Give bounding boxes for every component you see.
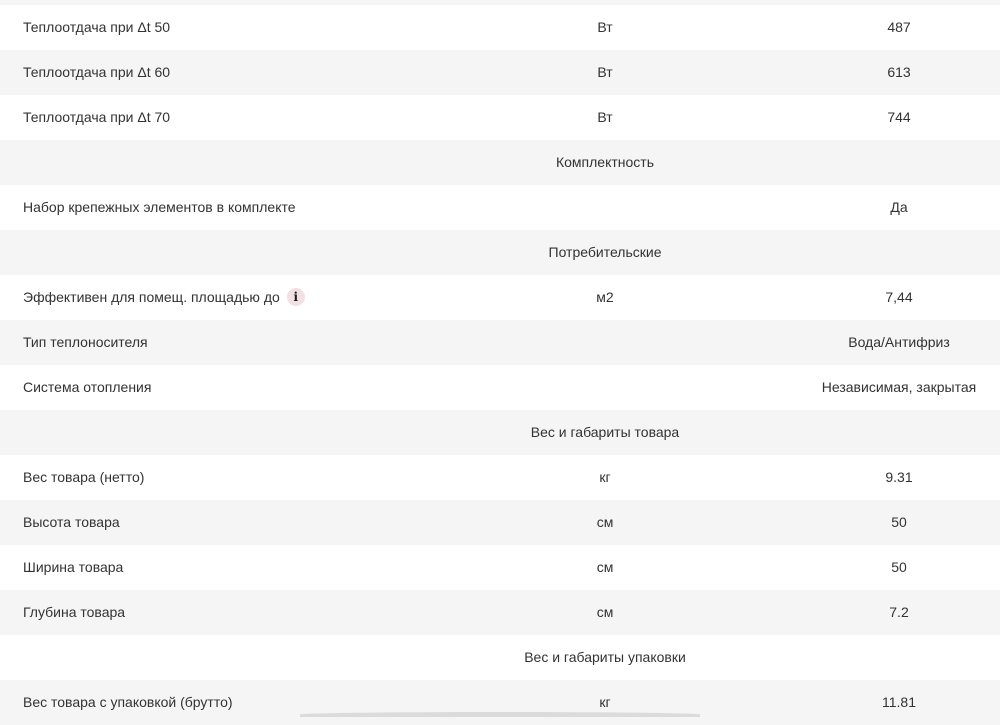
specifications-table — [0, 5, 1000, 725]
spec-unit: Вт — [597, 109, 613, 125]
spec-row — [0, 545, 1000, 590]
spec-name: Теплоотдача при Δt 60 — [23, 64, 171, 80]
spec-unit — [505, 185, 705, 230]
spec-row — [0, 50, 1000, 95]
spec-row — [0, 95, 1000, 140]
spec-name: Вес товара с упаковкой (брутто) — [23, 694, 233, 710]
spec-unit: кг — [599, 694, 611, 710]
spec-row — [0, 455, 1000, 500]
spec-name-with-info — [23, 275, 305, 320]
spec-unit: кг — [599, 469, 611, 485]
spec-unit: Вт — [597, 64, 613, 80]
spec-unit — [505, 365, 705, 410]
spec-value: Независимая, закрытая — [821, 379, 977, 395]
spec-value: 9.31 — [885, 469, 913, 485]
spec-row — [0, 590, 1000, 635]
spec-name: Теплоотдача при Δt 50 — [23, 19, 171, 35]
section-title: Вес и габариты упаковки — [524, 649, 686, 665]
section-title: Комплектность — [555, 154, 655, 170]
spec-name: Высота товара — [23, 514, 120, 530]
bottom-overlay-edge — [300, 712, 700, 717]
spec-unit: Вт — [597, 19, 613, 35]
spec-value: 11.81 — [882, 694, 916, 710]
spec-section-header — [0, 635, 1000, 680]
spec-unit: см — [596, 514, 614, 530]
spec-value: 613 — [887, 64, 911, 80]
spec-value: 7,44 — [885, 289, 913, 305]
spec-value: 487 — [887, 19, 911, 35]
spec-unit: см — [596, 559, 614, 575]
spec-name: Тип теплоносителя — [23, 334, 148, 350]
spec-row — [0, 275, 1000, 320]
spec-section-header — [0, 230, 1000, 275]
section-title: Вес и габариты товара — [530, 424, 680, 440]
spec-name: Вес товара (нетто) — [23, 469, 145, 485]
spec-value: Да — [890, 199, 908, 215]
spec-row — [0, 185, 1000, 230]
spec-name: Система отопления — [23, 379, 152, 395]
spec-section-header — [0, 140, 1000, 185]
spec-unit — [505, 320, 705, 365]
spec-value: 50 — [891, 514, 907, 530]
spec-value: Вода/Антифриз — [848, 334, 950, 350]
spec-name: Теплоотдача при Δt 70 — [23, 109, 171, 125]
spec-row — [0, 5, 1000, 50]
spec-name: Глубина товара — [23, 604, 126, 620]
spec-unit: см — [596, 604, 614, 620]
spec-value: 50 — [891, 559, 907, 575]
info-icon[interactable]: i — [287, 288, 305, 306]
spec-name: Набор крепежных элементов в комплекте — [23, 199, 296, 215]
spec-name: Эффективен для помещ. площадью до — [23, 289, 280, 305]
spec-row — [0, 500, 1000, 545]
spec-row — [0, 365, 1000, 410]
spec-section-header — [0, 410, 1000, 455]
spec-name: Ширина товара — [23, 559, 124, 575]
spec-value: 7.2 — [889, 604, 909, 620]
section-title: Потребительские — [548, 244, 662, 260]
spec-row — [0, 320, 1000, 365]
spec-unit: м2 — [596, 289, 614, 305]
spec-row — [0, 680, 1000, 725]
spec-value: 744 — [887, 109, 911, 125]
